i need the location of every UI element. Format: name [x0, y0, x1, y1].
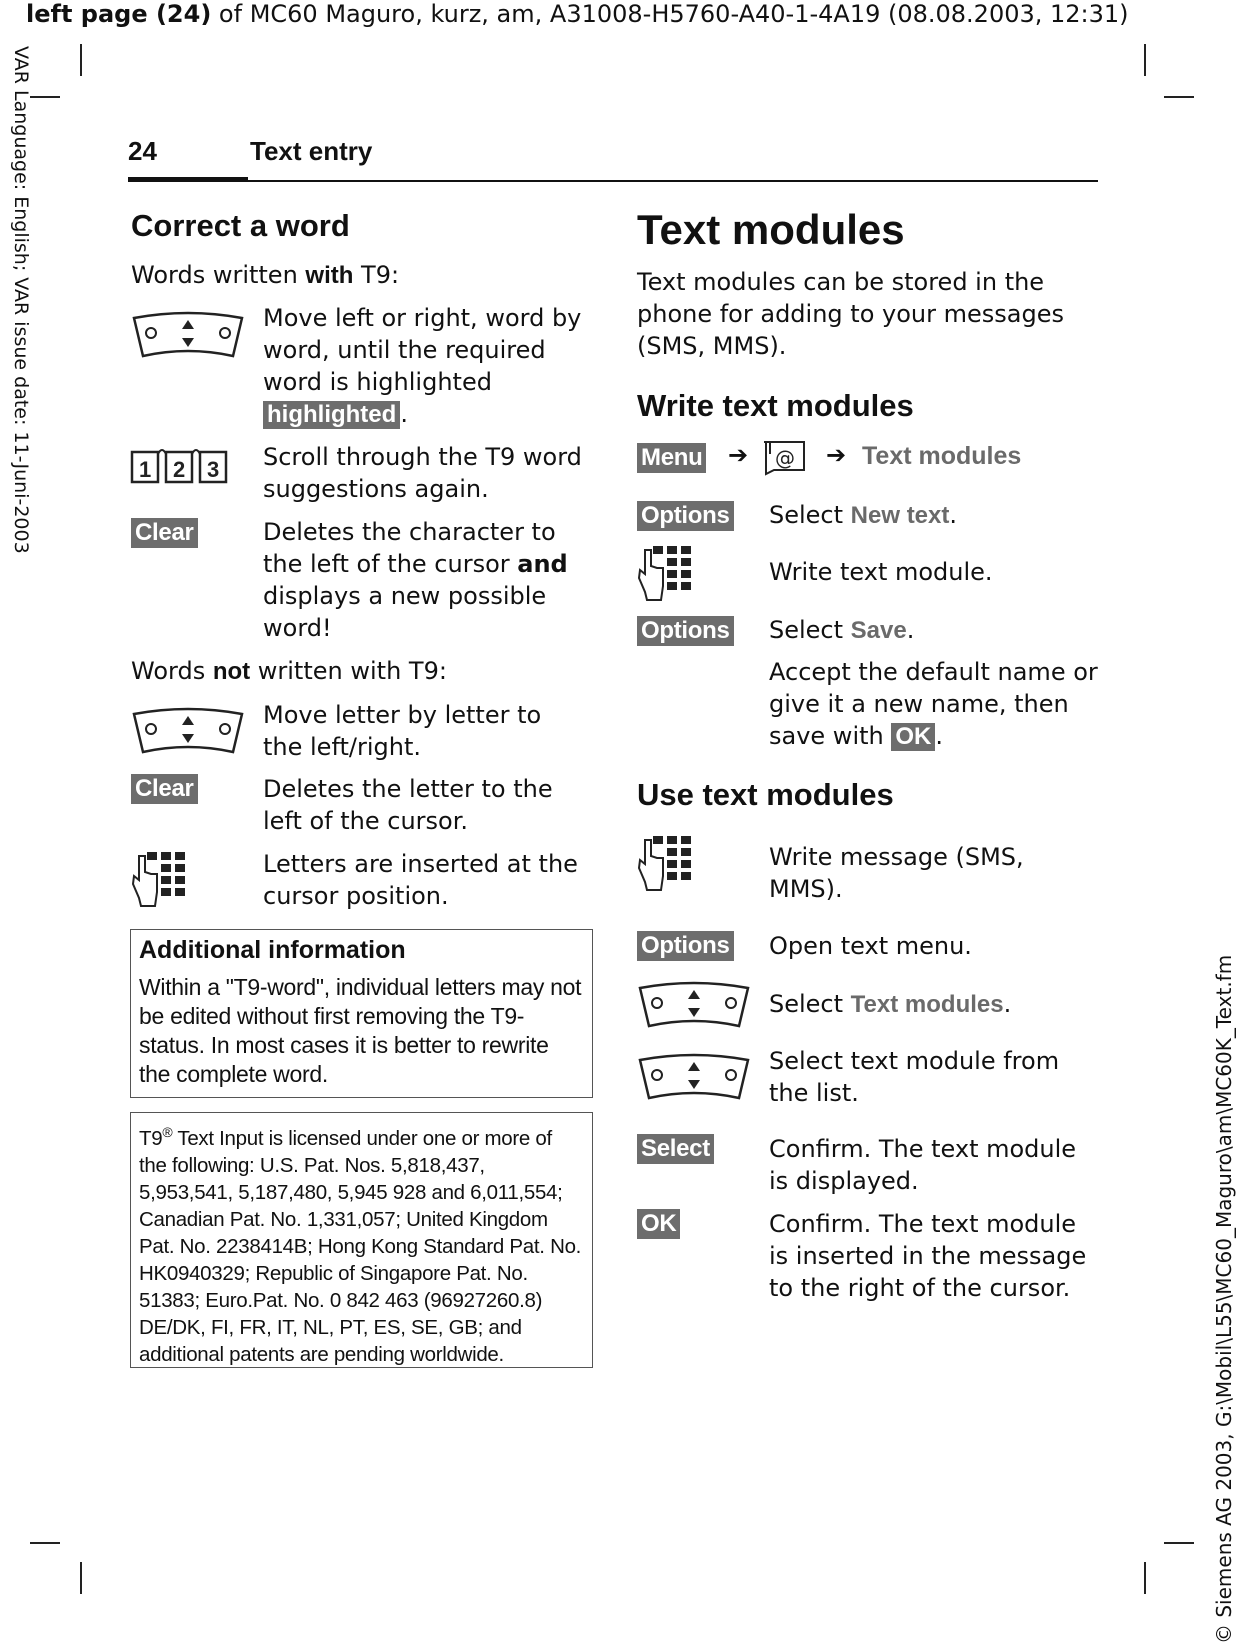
highlight-sample: highlighted — [263, 401, 400, 429]
instruction-text: Move left or right, word by word, until the required word is highlighted highlighted . — [263, 304, 582, 428]
instruction-text: Confirm. The text module is displayed. — [769, 1135, 1077, 1195]
print-slug: left page (24) of MC60 Maguro, kurz, am, A31008-H5760-A40-1-4A19 (08.08.2003, 12:31) — [26, 0, 1129, 28]
heading-text-modules: Text modules — [637, 206, 905, 253]
instruction-text: Select New text. — [769, 501, 958, 529]
heading-use-text-modules: Use text modules — [637, 777, 894, 812]
instruction-text: Deletes the letter to the left of the cursor. — [263, 775, 553, 835]
nav-key-icon — [637, 1052, 751, 1102]
instruction-text: Confirm. The text module is inserted in the message to the right of the cursor. — [769, 1210, 1087, 1302]
crop-mark — [1144, 1562, 1146, 1594]
menu-target-text-modules: Text modules — [862, 442, 1022, 470]
crop-mark — [1164, 1542, 1194, 1544]
not-t9-intro: Words not written with T9: — [131, 657, 447, 685]
crop-mark — [30, 1542, 60, 1544]
svg-text:@: @ — [775, 446, 795, 470]
clear-softkey: Clear — [131, 774, 198, 804]
nav-key-icon — [131, 706, 245, 756]
instruction-text: Select Text modules. — [769, 990, 1012, 1018]
info-box-title: Additional information — [139, 936, 406, 964]
arrow-icon: ➔ — [826, 441, 847, 469]
side-copyright-path: © Siemens AG 2003, G:\Mobil\L55\MC60_Maguro\am\MC60K_Text.fm — [1212, 954, 1236, 1644]
chapter-title: Text entry — [250, 136, 373, 166]
menu-softkey: Menu — [637, 443, 706, 473]
intro-text: Text modules can be stored in the phone for adding to your messages (SMS, MMS). — [637, 268, 1064, 360]
keypad-icon — [637, 836, 693, 892]
arrow-icon: ➔ — [728, 441, 749, 469]
crop-mark — [1164, 96, 1194, 98]
instruction-text: Move letter by letter to the left/right. — [263, 701, 542, 761]
nav-key-icon — [637, 980, 751, 1030]
crop-mark — [1144, 44, 1146, 76]
clear-softkey: Clear — [131, 518, 198, 548]
key-digit: 3 — [207, 457, 220, 482]
crop-mark — [30, 96, 60, 98]
instruction-text: Select Save. — [769, 616, 915, 644]
info-box-text: Within a "T9-word", individual letters may not be edited without first removing the T9-status. In most cases it is better to rewrite the complete word. — [139, 974, 582, 1087]
key-digit: 1 — [139, 457, 152, 482]
select-softkey: Select — [637, 1134, 714, 1164]
ok-key-inline: OK — [891, 723, 935, 751]
license-text: T9® Text Input is licensed under one or more of the following: U.S. Pat. Nos. 5,818,437, 5,953,541, 5,187,480, 5,945 928 and 6,011,554; Canadian Pat. No. 1,331,057; United Kingdom Pat. No. 2238414B; Hong Kong Standard Pat. No. HK0940329; Republic of Singapore Pat. No. 51383; Euro.Pat. No. 0 842 463 (96927260.8) DE/DK, FI, FR, IT, NL, PT, ES, SE, GB; and additional patents are pending worldwide. — [139, 1124, 582, 1366]
instruction-text: Open text menu. — [769, 932, 972, 960]
crop-mark — [80, 44, 82, 76]
messages-at-icon — [762, 440, 808, 476]
with-t9-intro: Words written with T9: — [131, 261, 400, 289]
instruction-text: Letters are inserted at the cursor position. — [263, 850, 578, 910]
instruction-text: Deletes the character to the left of the cursor and displays a new possible word! — [263, 518, 568, 642]
additional-info-box — [130, 929, 593, 1098]
instruction-text: Write text module. — [769, 558, 993, 586]
license-box — [130, 1112, 593, 1368]
key-digit: 2 — [173, 457, 186, 482]
page-number: 24 — [128, 136, 157, 166]
heading-correct-word: Correct a word — [131, 208, 350, 243]
keypad-icon — [131, 852, 187, 908]
options-softkey: Options — [637, 931, 734, 961]
side-language-note: VAR Language: English; VAR issue date: 11-Juni-2003 — [10, 46, 32, 554]
instruction-text: Scroll through the T9 word suggestions again. — [263, 443, 582, 503]
crop-mark — [80, 1562, 82, 1594]
options-softkey: Options — [637, 616, 734, 646]
instruction-text: Select text module from the list. — [769, 1047, 1060, 1107]
digit-keys-icon — [131, 446, 227, 490]
keypad-icon — [637, 546, 693, 602]
header-rule-accent — [128, 177, 248, 182]
heading-write-text-modules: Write text modules — [637, 388, 914, 423]
instruction-text: Accept the default name or give it a new name, then save with OK . — [769, 658, 1098, 750]
nav-key-icon — [131, 310, 245, 360]
instruction-text: Write message (SMS, MMS). — [769, 843, 1024, 903]
options-softkey: Options — [637, 501, 734, 531]
ok-softkey: OK — [637, 1209, 680, 1239]
header-rule — [128, 180, 1098, 182]
